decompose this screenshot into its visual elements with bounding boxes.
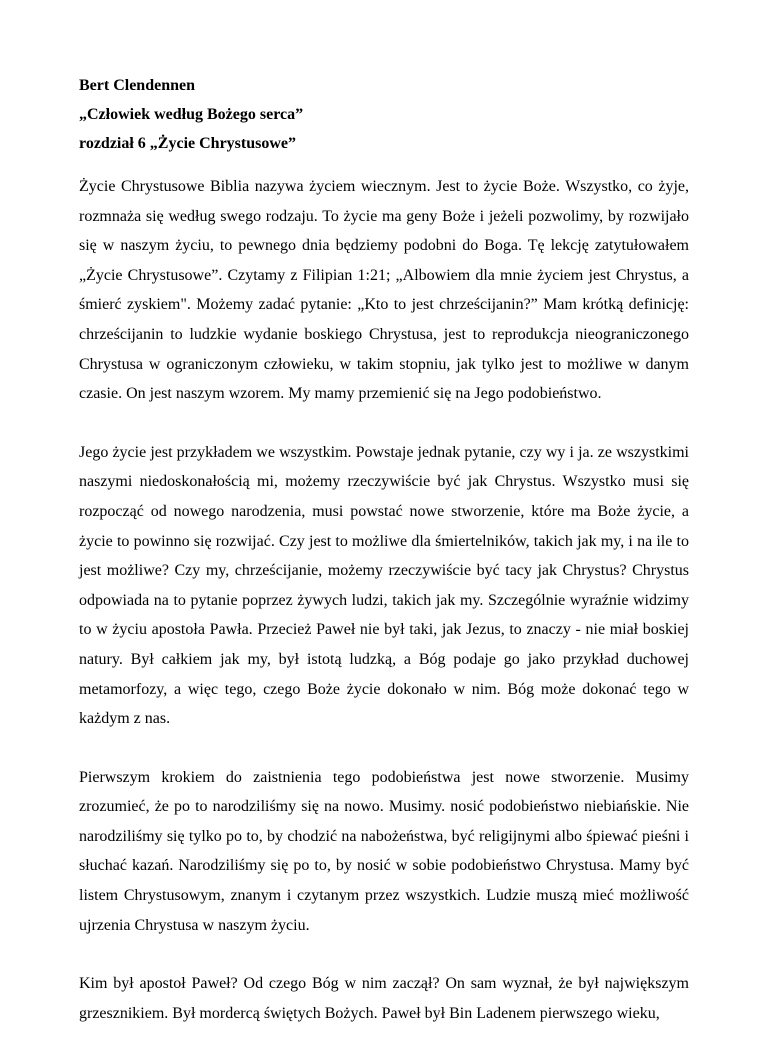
author-name: Bert Clendennen xyxy=(79,77,195,94)
document-header xyxy=(79,71,689,158)
paragraph-4: Kim był apostoł Paweł? Od czego Bóg w nim zaczął? On sam wyznał, że był największym grzesznikiem. Był mordercą świętych Bożych. Paweł był Bin Ladenem pierwszego wieku, xyxy=(79,975,689,1022)
book-title: „Człowiek według Bożego serca” xyxy=(79,106,304,123)
document-content xyxy=(79,71,689,1057)
paragraph-2: Jego życie jest przykładem we wszystkim. Powstaje jednak pytanie, czy wy i ja. ze wszystkimi naszymi niedoskonałością mi, możemy rzeczywiście być jak Chrystus. Wszystko musi się rozpocząć od nowego narodzenia, musi powstać nowe stworzenie, które ma Boże życie, a życie to powinno się rozwijać. Czy jest to możliwe dla śmiertelników, takich jak my, i na ile to jest możliwe? Czy my, chrześcijanie, możemy rzeczywiście być tacy jak Chrystus? Chrystus odpowiada na to pytanie poprzez żywych ludzi, takich jak my. Szczególnie wyraźnie widzimy to w życiu apostoła Pawła. Przecież Paweł nie był taki, jak Jezus, to znaczy - nie miał boskiej natury. Był całkiem jak my, był istotą ludzką, a Bóg podaje go jako przykład duchowej metamorfozy, a więc tego, czego Boże życie dokonało w nim. Bóg może dokonać tego w każdym z nas. xyxy=(79,443,689,728)
paragraph-3: Pierwszym krokiem do zaistnienia tego podobieństwa jest nowe stworzenie. Musimy zrozumieć, że po to narodziliśmy się na nowo. Musimy. nosić podobieństwo niebiańskie. Nie narodziliśmy się tylko po to, by chodzić na nabożeństwa, być religijnymi albo śpiewać pieśni i słuchać kazań. Narodziliśmy się po to, by nosić w sobie podobieństwo Chrystusa. Mamy być listem Chrystusowym, znanym i czytanym przez wszystkich. Ludzie muszą mieć możliwość ujrzenia Chrystusa w naszym życiu. xyxy=(79,768,689,934)
paragraph-1: Życie Chrystusowe Biblia nazywa życiem wiecznym. Jest to życie Boże. Wszystko, co żyje, rozmnaża się według swego rodzaju. To życie ma geny Boże i jeżeli pozwolimy, by rozwijało się w naszym życiu, to pewnego dnia będziemy podobni do Boga. Tę lekcję zatytułowałem „Życie Chrystusowe”. Czytamy z Filipian 1:21; „Albowiem dla mnie życiem jest Chrystus, a śmierć zyskiem". Możemy zadać pytanie: „Kto to jest chrześcijanin?” Mam krótką definicję: chrześcijanin to ludzkie wydanie boskiego Chrystusa, jest to reprodukcja nieograniczonego Chrystusa w ograniczonym człowieku, w takim stopniu, jak tylko jest to możliwe w danym czasie. On jest naszym wzorem. My mamy przemienić się na Jego podobieństwo. xyxy=(79,178,689,403)
chapter-title: rozdział 6 „Życie Chrystusowe” xyxy=(79,135,297,152)
